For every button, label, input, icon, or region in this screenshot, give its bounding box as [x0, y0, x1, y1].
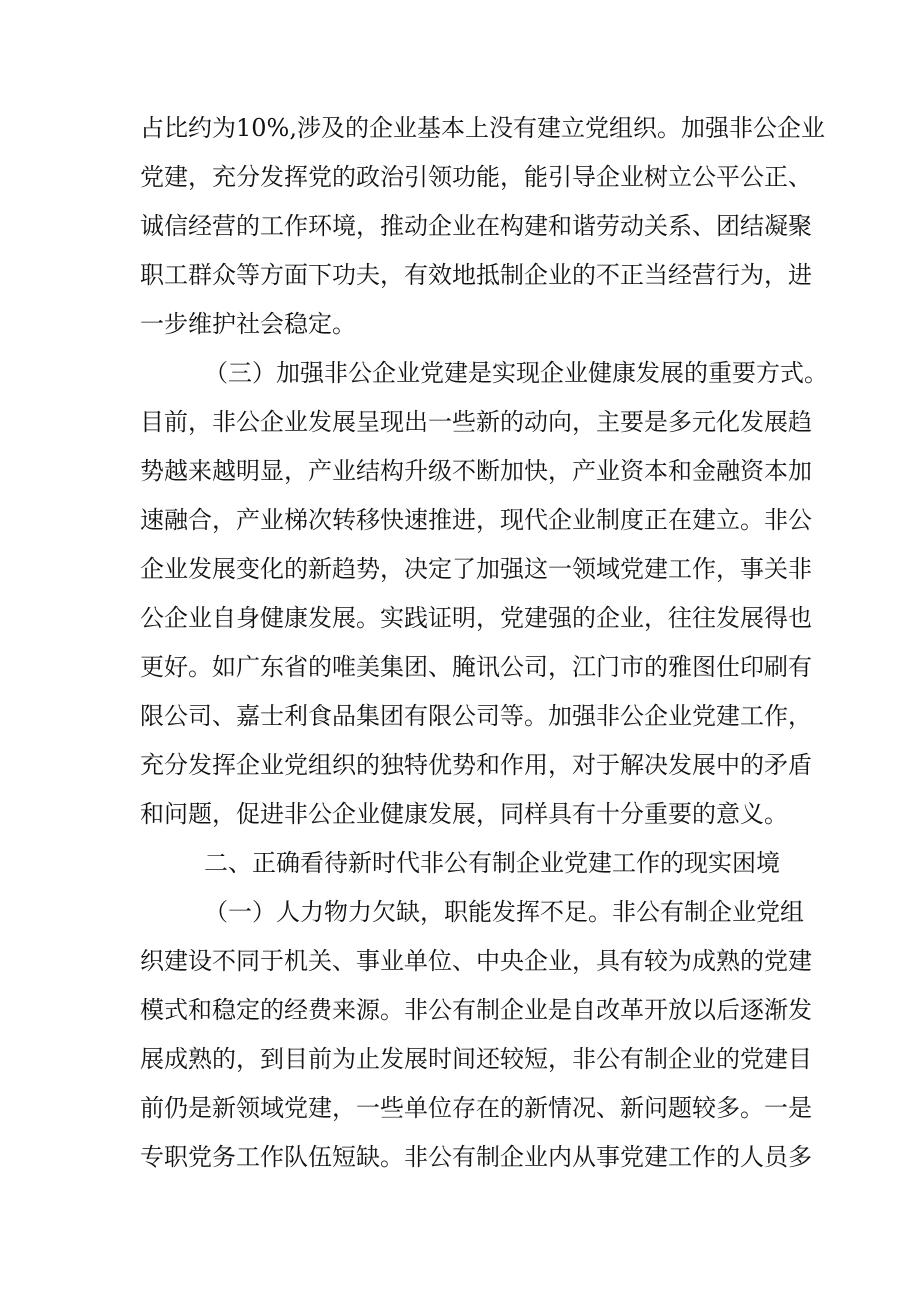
text-line: 势越来越明显，产业结构升级不断加快，产业资本和金融资本加 [140, 457, 812, 485]
text-line: 一步维护社会稳定。 [140, 310, 356, 338]
text-line: 目前，非公企业发展呈现出一些新的动向，主要是多元化发展趋 [140, 408, 812, 436]
text-line: 限公司、嘉士利食品集团有限公司等。加强非公企业党建工作， [140, 702, 812, 730]
text-line: 占比约为10%,涉及的企业基本上没有建立党组织。加强非公企业 [140, 114, 825, 142]
section-heading: （三）加强非公企业党建是实现企业健康发展的重要方式。 [204, 359, 828, 387]
text-line: 更好。如广东省的唯美集团、腌讯公司，江门市的雅图仕印刷有 [140, 653, 812, 681]
text-line: 专职党务工作队伍短缺。非公有制企业内从事党建工作的人员多 [140, 1143, 812, 1171]
text-line: 公企业自身健康发展。实践证明，党建强的企业，往往发展得也 [140, 604, 812, 632]
text-line: 速融合，产业梯次转移快速推进，现代企业制度正在建立。非公 [140, 506, 812, 534]
text-line: 织建设不同于机关、事业单位、中央企业，具有较为成熟的党建 [140, 947, 812, 975]
text-line: 前仍是新领域党建，一些单位存在的新情况、新问题较多。一是 [140, 1094, 812, 1122]
text-line: 职工群众等方面下功夫，有效地抵制企业的不正当经营行为，进 [140, 261, 812, 289]
text-line: 党建，充分发挥党的政治引领功能，能引导企业树立公平公正、 [140, 163, 812, 191]
text-line: 和问题，促进非公企业健康发展，同样具有十分重要的意义。 [140, 800, 788, 828]
text-line: 展成熟的，到目前为止发展时间还较短，非公有制企业的党建目 [140, 1045, 812, 1073]
chapter-heading: 二、正确看待新时代非公有制企业党建工作的现实困境 [204, 849, 780, 877]
text-line: 充分发挥企业党组织的独特优势和作用，对于解决发展中的矛盾 [140, 751, 812, 779]
section-heading: （一）人力物力欠缺，职能发挥不足。非公有制企业党组 [204, 898, 804, 926]
text-line: 模式和稳定的经费来源。非公有制企业是自改革开放以后逐渐发 [140, 996, 812, 1024]
text-line: 诚信经营的工作环境，推动企业在构建和谐劳动关系、团结凝聚 [140, 212, 812, 240]
text-line: 企业发展变化的新趋势，决定了加强这一领域党建工作，事关非 [140, 555, 812, 583]
